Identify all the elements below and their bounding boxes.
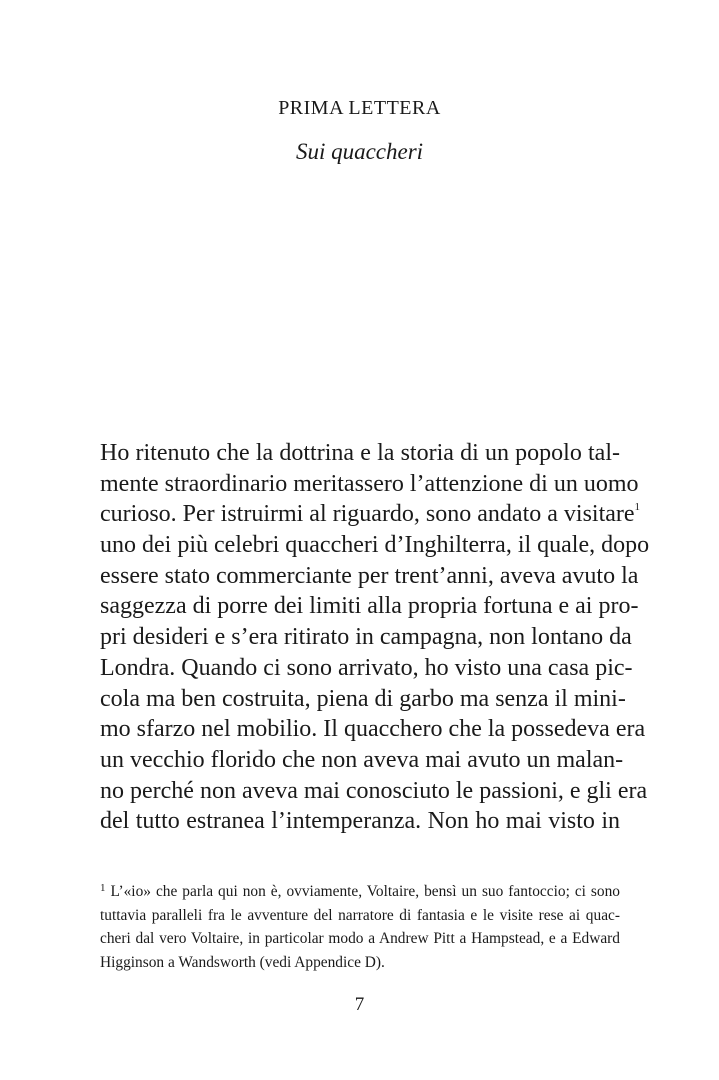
footnote-line [100, 880, 620, 904]
page-number: 7 [354, 994, 365, 1015]
body-line [100, 499, 641, 530]
body-line-text: curioso. Per istruirmi al riguardo, sono andato a visitare [100, 501, 635, 528]
body-line: Londra. Quando ci sono arrivato, ho visto una casa pic- [100, 654, 633, 681]
body-line: pri desideri e s’era ritirato in campagna, non lontano da [100, 624, 632, 651]
chapter-subtitle: Sui quaccheri [295, 139, 424, 164]
footnote-line: cheri dal vero Voltaire, in particolar modo a Andrew Pitt a Hampstead, e a Edward [100, 930, 620, 947]
body-line: Ho ritenuto che la dottrina e la storia di un popolo tal- [100, 440, 620, 466]
body-line: saggezza di porre dei limiti alla propria fortuna e ai pro- [100, 593, 639, 620]
footnote-line: Higginson a Wandsworth (vedi Appendice D). [100, 953, 385, 971]
body-text [100, 438, 650, 837]
body-line: del tutto estranea l’intemperanza. Non ho mai visto in [100, 808, 620, 835]
body-line: no perché non aveva mai conosciuto le passioni, e gli era [100, 777, 648, 804]
body-line: un vecchio florido che non aveva mai avuto un malan- [100, 746, 624, 773]
body-line: mente straordinario meritassero l’attenzione di un uomo [100, 470, 639, 497]
body-line: essere stato commerciante per trent’anni, aveva avuto la [100, 562, 639, 589]
footnote-line: tuttavia paralleli fra le avventure del narratore di fantasia e le visite rese ai quac- [100, 906, 620, 924]
body-line: mo sfarzo nel mobilio. Il quacchero che la possedeva era [100, 716, 646, 743]
chapter-title: PRIMA LETTERA [278, 97, 441, 119]
footnote-line-text: L’«io» che parla qui non è, ovviamente, Voltaire, bensì un suo fantoccio; ci sono [110, 883, 620, 900]
body-line: cola ma ben costruita, piena di garbo ma senza il mini- [100, 685, 626, 712]
footnote-marker: 1 [100, 882, 106, 894]
body-line: uno dei più celebri quaccheri d’Inghilterra, il quale, dopo [100, 532, 650, 559]
footnote [100, 880, 620, 974]
footnote-reference[interactable]: 1 [634, 501, 641, 514]
